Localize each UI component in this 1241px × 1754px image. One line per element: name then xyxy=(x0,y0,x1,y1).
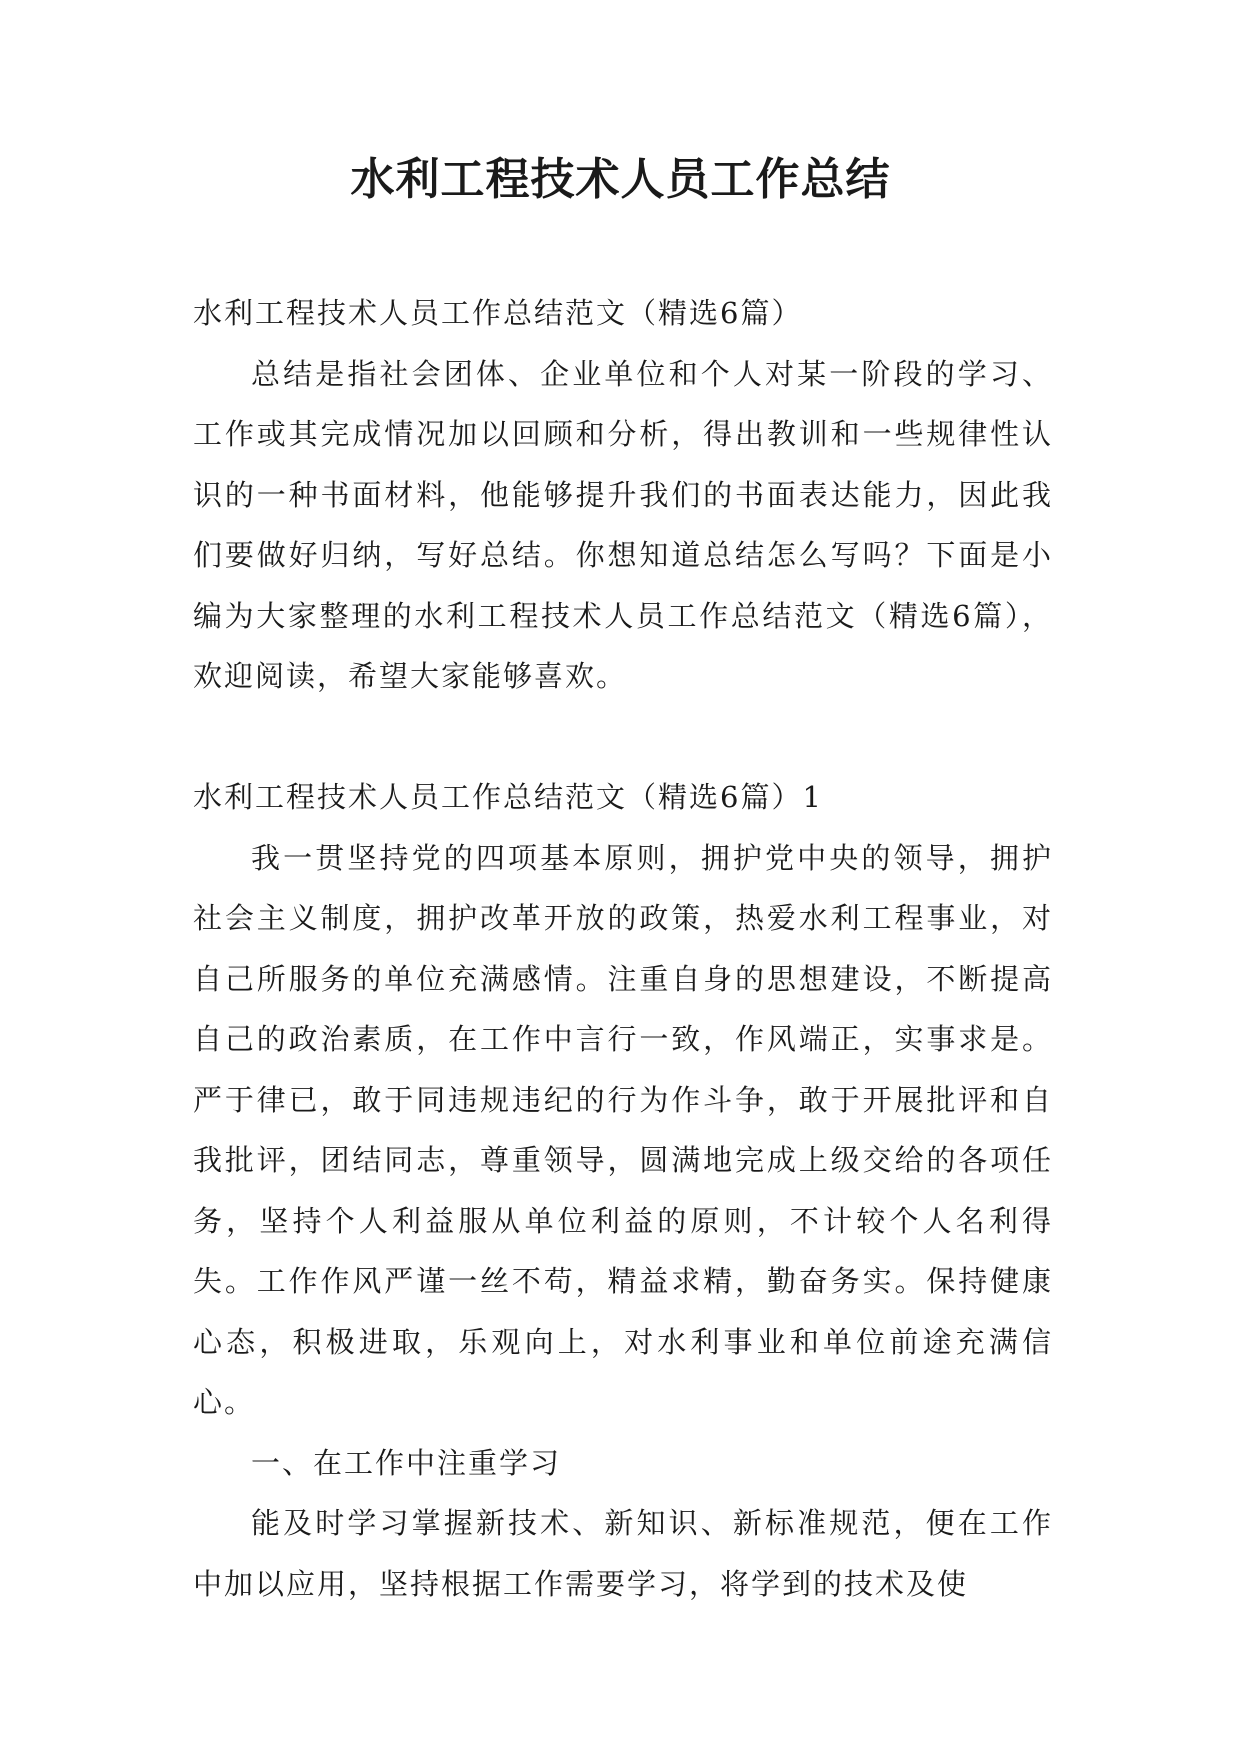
body-paragraph: 我一贯坚持党的四项基本原则，拥护党中央的领导，拥护社会主义制度，拥护改革开放的政策，热爱水利工程事业，对自己所服务的单位充满感情。注重自身的思想建设，不断提高自己的政治素质，在工作中言行一致，作风端正，实事求是。严于律已，敢于同违规违纪的行为作斗争，敢于开展批评和自我批评，团结同志，尊重领导，圆满地完成上级交给的各项任务，坚持个人利益服从单位利益的原则，不计较个人名利得失。工作作风严谨一丝不苟，精益求精，勤奋务实。保持健康心态，积极进取，乐观向上，对水利事业和单位前途充满信心。 xyxy=(193,840,1053,1419)
intro-paragraph: 总结是指社会团体、企业单位和个人对某一阶段的学习、工作或其完成情况加以回顾和分析，得出教训和一些规律性认识的一种书面材料，他能够提升我们的书面表达能力，因此我们要做好归纳，写好总结。你想知道总结怎么写吗？下面是小编为大家整理的水利工程技术人员工作总结范文（精选6篇），欢迎阅读，希望大家能够喜欢。 xyxy=(193,356,1053,693)
section-heading: 水利工程技术人员工作总结范文（精选6篇）1 xyxy=(193,780,823,814)
document-subtitle: 水利工程技术人员工作总结范文（精选6篇） xyxy=(193,296,803,330)
subheading: 一、在工作中注重学习 xyxy=(251,1445,562,1480)
paragraph-spacer xyxy=(193,707,1053,768)
document-title: 水利工程技术人员工作总结 xyxy=(350,154,891,205)
document-body xyxy=(193,283,1053,1614)
body-paragraph-continued: 能及时学习掌握新技术、新知识、新标准规范，便在工作中加以应用，坚持根据工作需要学习，将学到的技术及使 xyxy=(193,1506,1053,1601)
